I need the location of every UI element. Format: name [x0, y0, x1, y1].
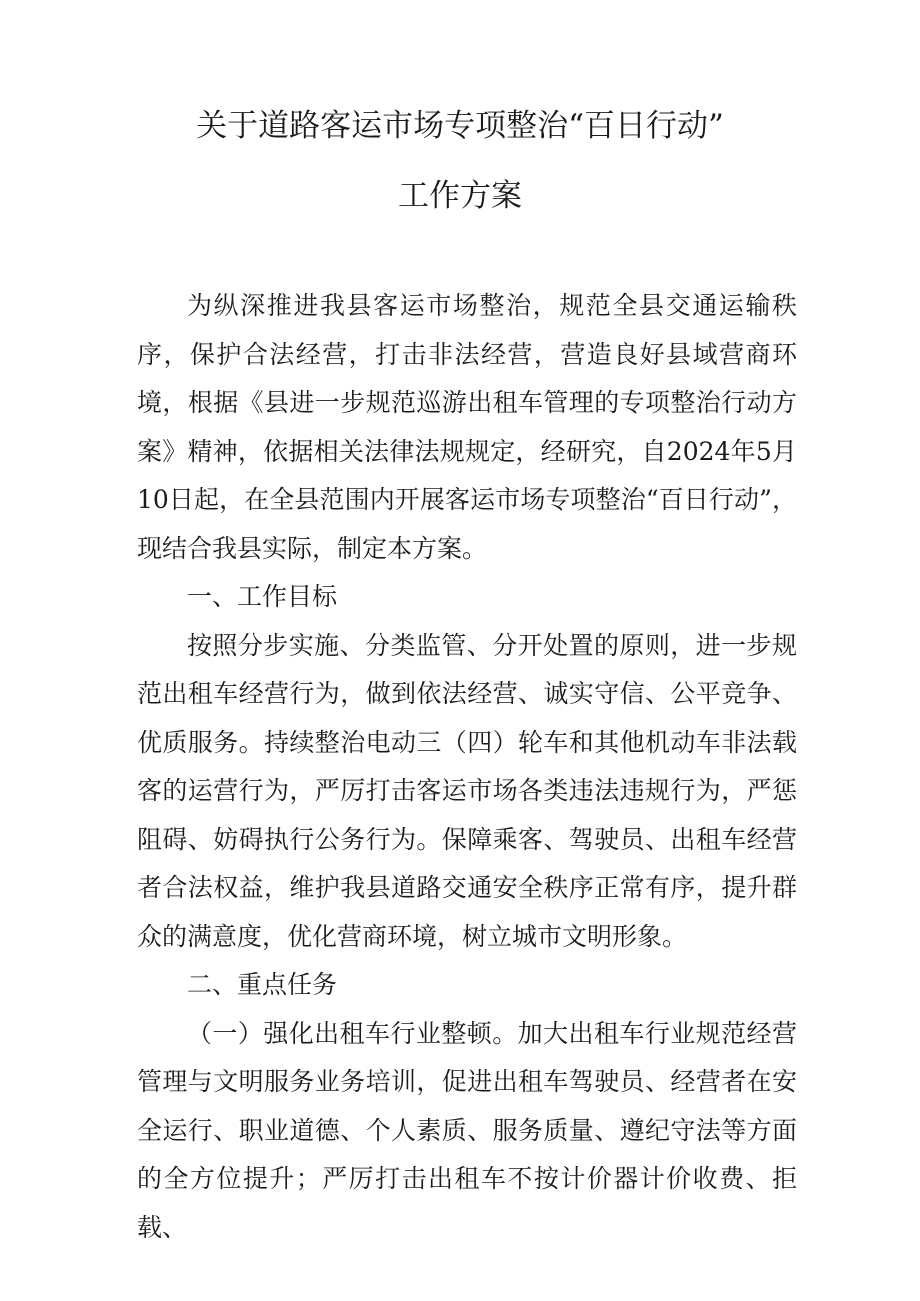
section-heading-goals: 一、工作目标 [187, 582, 338, 611]
goals-paragraph: 按照分步实施、分类监管、分开处置的原则，进一步规范出租车经营行为，做到依法经营、诚实守信、公平竞争、优质服务。持续整治电动三（四）轮车和其他机动车非法载客的运营行为，严厉打击客运市场各类违法违规行为，严惩阻碍、妨碍执行公务行为。保障乘客、驾驶员、出租车经营者合法权益，维护我县道路交通安全秩序正常有序，提升群众的满意度，优化营商环境，树立城市文明形象。 [137, 630, 797, 951]
intro-paragraph: 为纵深推进我县客运市场整治，规范全县交通运输秩序，保护合法经营，打击非法经营，营造良好县域营商环境，根据《县进一步规范巡游出租车管理的专项整治行动方案》精神，依据相关法律法规规定，经研究，自2024年5月10日起，在全县范围内开展客运市场专项整治“百日行动”，现结合我县实际，制定本方案。 [137, 291, 797, 563]
section-heading-tasks: 二、重点任务 [187, 970, 338, 999]
document-title-line1: 关于道路客运市场专项整治“百日行动” [196, 108, 724, 144]
task-item-1-paragraph: （一）强化出租车行业整顿。加大出租车行业规范经营管理与文明服务业务培训，促进出租车驾驶员、经营者在安全运行、职业道德、个人素质、服务质量、遵纪守法等方面的全方位提升；严厉打击出租车不按计价器计价收费、拒载、 [137, 1018, 797, 1242]
document-title-line2: 工作方案 [398, 178, 522, 214]
document-body [137, 282, 797, 1252]
